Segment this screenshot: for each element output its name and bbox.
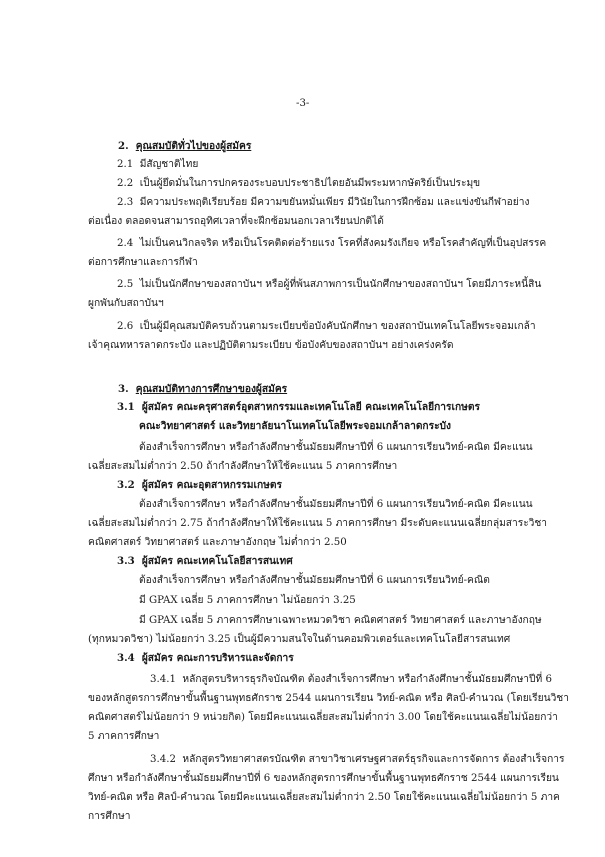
item-text: ไม่เป็นคนวิกลจริต หรือเป็นโรคติดต่อร้ายแรง โรคที่สังคมรังเกียจ หรือโรคสำคัญที่เป็นอุปสรรค [139,238,547,249]
section-2-number: 2. [118,140,129,152]
section-3-title: คุณสมบัติทางการศึกษาของผู้สมัคร [135,383,288,395]
item-3-3-title [117,555,293,568]
item-text: เป็นผู้ยึดมั่นในการปกครองระบอบประชาธิปไตยอันมีพระมหากษัตริย์เป็นประมุข [139,178,481,189]
section-3-heading [118,383,287,396]
item-2-5 [117,278,541,291]
item-3-3-gpax-2: มี GPAX เฉลี่ย 5 ภาคการศึกษาเฉพาะหมวดวิชา คณิตศาสตร์ วิทยาศาสตร์ และภาษาอังกฤษ [139,615,542,626]
item-number: 3.1 [117,401,135,413]
page-number: -3- [296,98,310,109]
subitem-3-4-1-cont: ของหลักสูตรการศึกษาขั้นพื้นฐานพุทธศักราช 2544 แผนการเรียน วิทย์-คณิต หรือ ศิลป์-คำนวณ (โดยเรียนวิชา [88,693,569,704]
item-number: 2.4 [117,238,134,249]
subitem-3-4-1-cont3: 5 ภาคการศึกษา [88,731,160,742]
section-3-number: 3. [118,383,129,395]
subitem-text: หลักสูตรวิทยาศาสตรบัณฑิต สาขาวิชาเศรษฐศาสตร์ธุรกิจและการจัดการ ต้องสำเร็จการ [182,754,565,765]
subitem-number: 3.4.1 [150,674,176,685]
subitem-3-4-2-cont3: การศึกษา [88,811,131,822]
item-title: ผู้สมัคร คณะเทคโนโลยีสารสนเทศ [141,555,293,567]
subitem-number: 3.4.2 [150,754,176,765]
section-2-heading [118,140,251,153]
item-3-3-text: ต้องสำเร็จการศึกษา หรือกำลังศึกษาชั้นมัธยมศึกษาปีที่ 6 แผนการเรียนวิทย์-คณิต [139,575,490,586]
item-2-6-cont: เจ้าคุณทหารลาดกระบัง และปฏิบัติตามระเบียบ ข้อบังคับของสถาบันฯ อย่างเคร่งครัด [88,340,454,351]
item-2-2 [117,177,480,190]
item-3-2-title [117,479,282,492]
item-3-1-text-cont: เฉลี่ยสะสมไม่ต่ำกว่า 2.50 ถ้ากำลังศึกษาให้ใช้คะแนน 5 ภาคการศึกษา [88,461,398,472]
item-2-4-cont: ต่อการศึกษาและการกีฬา [88,257,198,268]
item-number: 2.2 [117,178,134,189]
item-title: ผู้สมัคร คณะการบริหารและจัดการ [141,652,294,664]
item-2-3-cont: ต่อเนื่อง ตลอดจนสามารถอุทิศเวลาที่จะฝึกซ้อมนอกเวลาเรียนปกติได้ [88,216,384,227]
item-2-4 [117,237,546,250]
item-text: มีสัญชาติไทย [139,159,199,170]
item-2-3 [117,196,529,209]
subitem-3-4-2-cont2: วิทย์-คณิต หรือ ศิลป์-คำนวณ โดยมีคะแนนเฉลี่ยสะสมไม่ต่ำกว่า 2.50 โดยใช้คะแนนเฉลี่ยไม่น้อยกว่า 5 ภาค [88,792,560,803]
item-number: 2.3 [117,197,134,208]
item-text: มีความประพฤติเรียบร้อย มีความขยันหมั่นเพียร มีวินัยในการฝึกซ้อม และแข่งขันกีฬาอย่าง [139,197,530,208]
subitem-3-4-1-cont2: คณิตศาสตร์ไม่น้อยกว่า 9 หน่วยกิต) โดยมีคะแนนเฉลี่ยสะสมไม่ต่ำกว่า 3.00 โดยใช้คะแนนเฉลี่ยไม่น้อยกว่า [88,712,558,723]
item-3-3-gpax-2-cont: (ทุกหมวดวิชา) ไม่น้อยกว่า 3.25 เป็นผู้มีความสนใจในด้านคอมพิวเตอร์และเทคโนโลยีสารสนเทศ [88,634,511,645]
item-3-1-title-cont: คณะวิทยาศาสตร์ และวิทยาลัยนาโนเทคโนโลยีพระจอมเกล้าลาดกระบัง [139,420,451,432]
item-number: 3.2 [117,479,135,491]
item-3-2-text-cont2: คณิตศาสตร์ วิทยาศาสตร์ และภาษาอังกฤษ ไม่ต่ำกว่า 2.50 [88,537,347,548]
section-2-title: คุณสมบัติทั่วไปของผู้สมัคร [135,140,252,152]
item-2-6 [117,320,536,333]
item-number: 3.4 [117,652,135,664]
item-3-3-gpax-1: มี GPAX เฉลี่ย 5 ภาคการศึกษา ไม่น้อยกว่า 3.25 [139,595,356,606]
subitem-text: หลักสูตรบริหารธุรกิจบัณฑิต ต้องสำเร็จการศึกษา หรือกำลังศึกษาชั้นมัธยมศึกษาปีที่ 6 [182,674,552,685]
subitem-3-4-1 [150,673,552,686]
item-3-2-text-cont: เฉลี่ยสะสมไม่ต่ำกว่า 2.75 ถ้ากำลังศึกษาให้ใช้คะแนน 5 ภาคการศึกษา มีระดับคะแนนเฉลี่ยกลุ่มสาระวิชา [88,518,548,529]
item-number: 3.3 [117,555,135,567]
item-number: 2.6 [117,321,134,332]
item-2-1 [117,158,198,171]
item-number: 2.5 [117,279,134,290]
subitem-3-4-2-cont: ศึกษา หรือกำลังศึกษาชั้นมัธยมศึกษาปีที่ 6 ของหลักสูตรการศึกษาขั้นพื้นฐานพุทธศักราช 2544 แผนการเรียน [88,773,559,784]
item-text: เป็นผู้มีคุณสมบัติครบถ้วนตามระเบียบข้อบังคับนักศึกษา ของสถาบันเทคโนโลยีพระจอมเกล้า [139,321,536,332]
item-3-1-title [117,401,480,414]
item-3-4-title [117,652,294,665]
subitem-3-4-2 [150,753,565,766]
item-text: ไม่เป็นนักศึกษาของสถาบันฯ หรือผู้ที่พ้นสภาพการเป็นนักศึกษาของสถาบันฯ โดยมีภาระหนี้สิน [139,279,542,290]
item-3-2-text: ต้องสำเร็จการศึกษา หรือกำลังศึกษาชั้นมัธยมศึกษาปีที่ 6 แผนการเรียนวิทย์-คณิต มีคะแนน [139,499,533,510]
item-2-5-cont: ผูกพันกับสถาบันฯ [88,298,164,309]
item-title: ผู้สมัคร คณะครุศาสตร์อุตสาหกรรมและเทคโนโลยี คณะเทคโนโลยีการเกษตร [141,401,480,413]
item-3-1-text: ต้องสำเร็จการศึกษา หรือกำลังศึกษาชั้นมัธยมศึกษาปีที่ 6 แผนการเรียนวิทย์-คณิต มีคะแนน [139,442,533,453]
item-number: 2.1 [117,159,134,170]
item-title: ผู้สมัคร คณะอุตสาหกรรมเกษตร [141,479,282,491]
